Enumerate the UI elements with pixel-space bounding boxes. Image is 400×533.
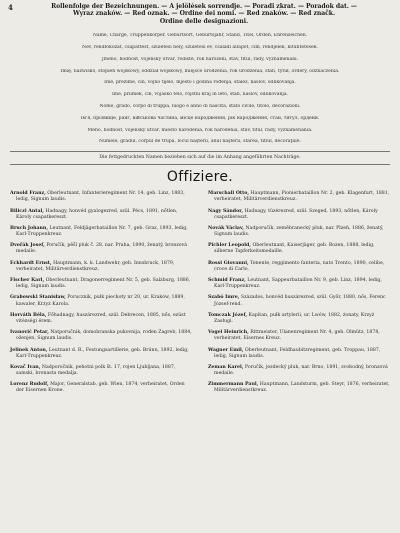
officer-entry (10, 243, 192, 255)
officer-entry (10, 226, 192, 238)
officer-entry (10, 330, 192, 342)
officer-details: Nadporučík, zeměbranecký pluk, nar. Plzeň, 1886, ženatý, Signum laudis. (214, 225, 384, 238)
officer-entry (10, 313, 192, 325)
officer-entry (208, 278, 390, 290)
officer-entry (10, 191, 192, 203)
officer-details: Hadnagy, tüzérezred, szül. Szeged, 1893, nőtlen, Károly csapatkereszt. (214, 208, 378, 220)
note-line: Ім'я, прізвище, ранг, військова частина, місце народження, рік народження, стан, титул, ордени. (80, 115, 320, 121)
officer-name: Jelinek Anton, (10, 347, 48, 353)
officer-details: Hauptmann, Landsturm, geb. Steyr, 1876, verheiratet, Militärverdienstkreuz. (214, 382, 390, 394)
officer-name: Rossi Giovanni, (208, 260, 249, 266)
officer-details: Tenente, reggimento fanteria, nato Trento, 1890, celibe, croce di Carlo. (214, 260, 385, 272)
legend-line: Ordine delle designazioni. (159, 17, 249, 25)
officer-details: Hauptmann, k. k. Landwehr, geb. Innsbruck, 1879, verheiratet, Militärverdienstkreuz. (16, 260, 175, 272)
officer-details: Porucznik, pułk piechoty nr 20, ur. Kraków, 1889, kawaler, Krzyż Karola. (16, 295, 185, 307)
officer-entry (10, 295, 192, 307)
officer-details: Oberleutnant, Infanterieregiment Nr. 14, geb. Linz, 1883, ledig, Signum laudis. (16, 191, 185, 203)
officer-entry (208, 382, 390, 394)
officer-details: Oberleutnant, Feldhaubitzregiment, geb. Troppau, 1887, ledig, Signum laudis. (214, 347, 381, 359)
note-line: Name, Charge, Truppenkörper, Geburtsort, Geburtsjahr, Stand, Titel, Orden, Ehrenzeichen. (92, 33, 308, 39)
officer-entry (208, 261, 390, 273)
officer-name: Bruch Johann, (10, 225, 48, 231)
note-line: Imię, nazwisko, stopień wojskowy, oddział wojskowy, miejsce urodzenia, rok urodzenia, stan, tytuł, ordery, odznaczenia. (60, 68, 340, 74)
legend-line: Rollenfolge der Bezeichnungen. — A jelölések sorrendje. — Poradi zkrat. — Poradok dat. — (51, 3, 357, 10)
officer-name: Grabowski Stanisław, (10, 295, 66, 301)
officer-details: Oberleutnant, Kaiserjäger, geb. Bozen, 1888, ledig, silberne Tapferkeitsmedaille. (214, 243, 375, 255)
officer-name: Schmid Franz, (208, 278, 246, 284)
officer-entry (208, 191, 390, 203)
officer-details: Főhadnagy, huszárezred, szül. Debrecen, 1885, nős, ezüst vitézségi érem. (16, 312, 186, 324)
officer-details: Leutnant, Sappeurbataillon Nr. 9, geb. Linz, 1894, ledig, Karl-Truppenkreuz. (214, 278, 382, 290)
officer-details: Leutnant d. R., Festungsartillerie, geb. Brünn, 1892, ledig, Karl-Truppenkreuz. (16, 347, 189, 359)
entry-columns (10, 191, 390, 400)
officer-name: Kovač Ivan, (10, 364, 41, 370)
officer-entry (208, 295, 390, 307)
officer-details: Kapitan, pułk artylerii, ur. Lwów, 1882, żonaty, Krzyż Zasługi. (214, 312, 375, 324)
officer-entry (10, 261, 192, 273)
officer-name: Biliczi Antal, (10, 208, 44, 214)
officer-name: Marschall Otto, (208, 191, 249, 197)
officer-entry (208, 226, 390, 238)
note-line: Ime, prezime, čin, vojno tijelo, mjesto i godina rođenja, stalež, naslov, odlikovanja. (104, 80, 296, 86)
note-line: Meno, hodnosť, vojenský útvar, miesto narodenia, rok narodenia, stav, titul, rády, vyznamenania. (87, 127, 313, 133)
officer-name: Arnold Franz, (10, 191, 46, 197)
officer-details: Százados, honvéd huszárezred, szül. Győr, 1880, nős, Ferenc József-rend. (214, 295, 386, 307)
officer-name: Nagy Sándor, (208, 208, 243, 214)
officer-details: Major, Generalstab, geb. Wien, 1874, verheiratet, Orden der Eisernen Krone. (16, 382, 185, 394)
officer-entry (10, 348, 192, 360)
officer-name: Eckhardt Ernst, (10, 260, 52, 266)
officer-name: Horváth Béla, (10, 312, 47, 318)
left-column (10, 191, 192, 400)
officer-name: Ivanović Petar, (10, 330, 49, 336)
officer-details: Hauptmann, Pionierbataillon Nr. 2, geb. Klagenfurt, 1881, verheiratet, Militärverdienstkreuz. (214, 191, 390, 203)
note-line: Jméno, hodnost, vojenský útvar, rodiště, rok narození, stav, titul, řády, vyznamenání. (101, 56, 299, 62)
note-line: Név, rendfokozat, csapattest, születési hely, születési év, családi állapot, cím, rendjelek, kitüntetések. (82, 45, 318, 51)
officer-entry (208, 365, 390, 377)
note-line: Nome, grado, corpo di truppa, luogo e anno di nascita, stato civile, titolo, decorazioni. (99, 104, 301, 109)
officer-name: Wagner Emil, (208, 347, 244, 353)
officer-details: Natporučnik, domobranska pukovnija, rođen Zagreb, 1884, oženjen, Signum laudis. (16, 330, 192, 342)
divider (10, 164, 390, 165)
officer-name: Dvořák Josef, (10, 243, 45, 249)
officer-entry (208, 330, 390, 342)
multilingual-notes (10, 33, 390, 145)
divider (10, 151, 390, 152)
officer-entry (208, 243, 390, 255)
officer-name: Pichler Leopold, (208, 243, 251, 249)
officer-name: Tomczak Józef, (208, 312, 248, 318)
officer-name: Zeman Karel, (208, 364, 244, 370)
officer-entry (208, 313, 390, 325)
note-line: Numele, gradul, corpul de trupă, locul naşterii, anul naşterii, starea, titlul, decoraţiile. (99, 139, 301, 145)
officer-details: Hadnagy, honvéd gyalogezred, szül. Pécs, 1891, nőtlen, Károly csapatkereszt. (16, 208, 178, 220)
officer-details: Nadporočnik, pehotni polk št. 17, rojen Ljubljana, 1887, samski, bronasta medalja. (16, 364, 176, 377)
page-number: 4 (8, 3, 13, 12)
officer-details: Poručík, pěší pluk č. 28, nar. Praha, 1890, ženatý, bronzová medaile. (16, 243, 188, 255)
officer-name: Szabó Imre, (208, 295, 240, 301)
designation-legend (18, 3, 390, 25)
section-heading: Offiziere. (166, 169, 234, 186)
officer-name: Fischer Karl, (10, 278, 45, 284)
officer-details: Leutnant, Feldjägerbataillon Nr. 7, geb. Graz, 1893, ledig, Karl-Truppenkreuz. (16, 225, 188, 238)
officer-entry (10, 365, 192, 377)
officer-name: Zimmermann Paul, (208, 382, 259, 388)
note-line: Ime, priimek, čin, vojaško telo, rojstni kraj in leto, stan, naslov, odlikovanja. (111, 92, 289, 98)
officer-name: Vogel Heinrich, (208, 330, 249, 336)
explanation-text: Die fettgedruckten Namen beziehen sich auf die im Anhang angeführten Nachträge. (99, 155, 301, 161)
officer-entry (10, 278, 192, 290)
officer-details: Oberleutnant, Dragonerregiment Nr. 5, geb. Salzburg, 1886, ledig, Signum laudis. (16, 278, 191, 290)
legend-line: Wyraz znaków. — Red oznak. — Ordine dei nomi. — Red znaków. — Red značk. (72, 10, 336, 18)
officer-details: Rittmeister, Ulanenregiment Nr. 4, geb. Olmütz, 1878, verheiratet, Eisernes Kreuz. (214, 330, 380, 342)
officer-entry (10, 382, 192, 394)
officer-name: Novák Václav, (208, 225, 244, 231)
officer-entry (208, 209, 390, 221)
officer-entry (208, 348, 390, 360)
officer-name: Lorenz Rudolf, (10, 382, 49, 388)
right-column (208, 191, 390, 400)
officer-entry (10, 209, 192, 221)
officer-details: Poručík, jezdecký pluk, nar. Brno, 1891, svobodný, bronzová medaile. (214, 364, 388, 377)
